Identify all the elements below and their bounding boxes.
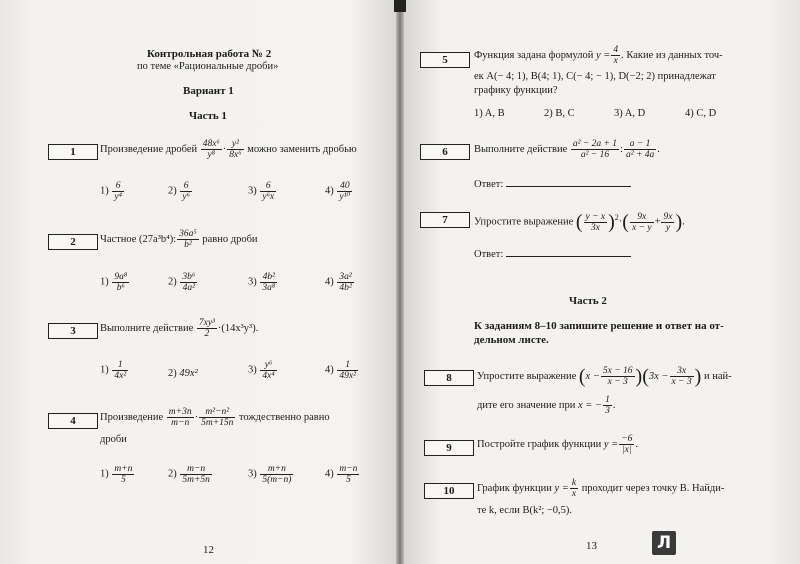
task-5-prompt: Функция задана формулой [474, 50, 594, 61]
left-page-number: 12 [203, 544, 214, 556]
task-3-fraction: $\frac{\text{7xy³}}{2}$ [198, 318, 215, 340]
task-10-tail: проходит через точку B. Найди- [581, 483, 725, 494]
task-5-answer-1: 1) A, B [474, 108, 505, 119]
task-7-text: Упростите выражение ( $\frac{y - x}{3x}$ )$^2$·( $\frac{9x}{x - y}$ + $\frac{9x}{y}$ ). [474, 211, 685, 234]
task-10-prompt: График функции [477, 483, 552, 494]
task-7-answer-line [474, 247, 631, 261]
task-3-answer-1: 1) $\frac{1}{\text{4x²}}$ [100, 360, 127, 381]
task-1-fraction-a: $\frac{\text{48x⁶}}{\text{y⁸}}$ [202, 139, 220, 161]
task-2-fraction: $\frac{\text{36a⁵}}{\text{b²}}$ [179, 229, 197, 251]
task-6-fraction-a: $\frac{\text{a² − 2a + 1}}{\text{a² − 16}}$ [572, 139, 618, 161]
task-1-number: 1 [48, 144, 98, 160]
task-6-fraction-b: $\frac{a - 1}{\text{a² + 4a}}$ [625, 139, 655, 161]
task-10-fraction: $\frac{k}{x}$ [571, 478, 577, 500]
task-7-fraction-c: $\frac{9x}{y}$ [663, 211, 673, 233]
task-3-answer-3: 3) $\frac{\text{y⁶}}{\text{4x⁴}}$ [248, 360, 275, 381]
task-8-value-fraction: $\frac{1}{3}$ [605, 395, 610, 417]
task-2-prompt: Частное [100, 234, 137, 245]
page-title: Контрольная работа № 2 [147, 48, 272, 60]
task-10-text: График функции y = $\frac{k}{x}$ проходит через точку B. Найди- [477, 478, 725, 500]
task-5-fraction: $\frac{4}{x}$ [613, 45, 619, 67]
task-5-answer-3: 3) A, D [614, 108, 646, 119]
task-1-text: Произведение дробей $\frac{\text{48x⁶}}{\text{y⁸}}$ · $\frac{\text{y²}}{\text{8x⁶}}$ можно заменить дробью [100, 139, 357, 161]
task-1-answer-2: 2) $\frac{6}{\text{y⁶}}$ [168, 181, 190, 202]
task-7-fraction-a: $\frac{y - x}{3x}$ [585, 211, 606, 233]
task-6-answer-blank[interactable] [506, 177, 631, 187]
task-7-answer-label: Ответ: [474, 249, 504, 260]
task-2-suffix: равно дроби [202, 234, 258, 245]
task-8-prompt: Упростите выражение [477, 371, 577, 382]
task-2-expression: (27a³b⁴) [139, 234, 174, 245]
task-4-answer-1: 1) $\frac{m+n}{5}$ [100, 464, 133, 485]
task-4-answer-3: 3) $\frac{m+n}{5(m-n)}$ [248, 464, 292, 485]
task-6-prompt: Выполните действие [474, 144, 568, 155]
task-8-line2-text: дите его значение при [477, 400, 576, 411]
bookmark-mark [394, 0, 406, 12]
task-7-fraction-b: $\frac{9x}{x - y}$ [631, 211, 652, 233]
task-5-tail: . Какие из данных точ- [621, 50, 723, 61]
task-8-text: Упростите выражение (x − $\frac{5x - 16}{x - 3}$ )(3x − $\frac{3x}{x - 3}$ ) и най- [477, 365, 732, 388]
part1-heading: Часть 1 [189, 110, 227, 122]
task-8-fraction-a: $\frac{5x - 16}{x - 3}$ [602, 366, 633, 388]
task-2-answer-3: 3) $\frac{\text{4b²}}{\text{3a⁸}}$ [248, 272, 276, 293]
task-4-suffix: тождественно равно [238, 412, 330, 423]
task-4-answer-2: 2) $\frac{m-n}{5m+5n}$ [168, 464, 210, 485]
task-5-answer-2: 2) B, C [544, 108, 575, 119]
task-9-text: Постройте график функции y = $\frac{-6}{|x|}$ . [477, 434, 638, 456]
task-1-answer-4: 4) $\frac{40}{\text{y¹⁰}}$ [325, 181, 351, 202]
task-2-answer-2: 2) $\frac{\text{3b⁶}}{\text{4a²}}$ [168, 272, 196, 293]
task-3-text [100, 315, 258, 343]
task-1-prompt: Произведение дробей [100, 144, 198, 155]
book-spine [396, 0, 404, 564]
task-4-fraction-a: $\frac{m+3n}{m-n}$ [168, 407, 192, 429]
part2-instructions-2: дельном листе. [474, 334, 549, 346]
page-subtitle: по теме «Рациональные дроби» [137, 61, 279, 72]
task-7-prompt: Упростите выражение [474, 216, 574, 228]
task-5-line3: графику функции? [474, 85, 558, 96]
task-2-text: Частное (27a³b⁴): $\frac{\text{36a⁵}}{\text{b²}}$ равно дроби [100, 229, 258, 251]
task-6-answer-label: Ответ: [474, 179, 504, 190]
task-3-answer-4: 4) $\frac{1}{\text{49x²}}$ [325, 360, 356, 381]
task-5-answer-4: 4) C, D [685, 108, 717, 119]
task-4-number: 4 [48, 413, 98, 429]
task-1-suffix: можно заменить дробью [247, 144, 357, 155]
task-6-text: Выполните действие $\frac{\text{a² − 2a + 1}}{\text{a² − 16}}$ : $\frac{a - 1}{\text{a² + 4a}}$ . [474, 139, 660, 161]
task-10-number: 10 [424, 483, 474, 499]
task-4-line2: дроби [100, 434, 127, 445]
task-9-prompt: Постройте график функции [477, 439, 602, 450]
task-8-fraction-b: $\frac{3x}{x - 3}$ [671, 366, 692, 388]
task-2-number: 2 [48, 234, 98, 250]
task-9-number: 9 [424, 440, 474, 456]
task-1-answer-3: 3) $\frac{6}{\text{y⁶x}}$ [248, 181, 275, 202]
task-8-tail: и най- [703, 371, 732, 382]
task-3-expression: ·(14x³y³). [217, 323, 259, 334]
task-3-prompt: Выполните действие [100, 323, 194, 334]
task-7-number: 7 [420, 212, 470, 228]
task-6-answer-line [474, 177, 631, 191]
task-1-fraction-b: $\frac{\text{y²}}{\text{8x⁶}}$ [229, 139, 242, 161]
task-4-prompt: Произведение [100, 412, 164, 423]
part2-instructions-1: К заданиям 8–10 запишите решение и ответ на от- [474, 320, 724, 332]
task-2-answer-4: 4) $\frac{\text{3a²}}{\text{4b²}}$ [325, 272, 352, 293]
variant-heading: Вариант 1 [183, 85, 234, 97]
right-page-number: 13 [586, 540, 597, 552]
task-3-number: 3 [48, 323, 98, 339]
task-7-answer-blank[interactable] [506, 247, 631, 257]
task-1-answer-1: 1) $\frac{6}{\text{y⁴}}$ [100, 181, 122, 202]
task-5-number: 5 [420, 52, 470, 68]
task-3-answer-2: 2) 49x² [168, 368, 198, 379]
task-4-answer-4: 4) $\frac{m-n}{5}$ [325, 464, 358, 485]
task-4-fraction-b: $\frac{\text{m²−n²}}{5m+15n}$ [201, 407, 234, 429]
task-6-number: 6 [420, 144, 470, 160]
task-2-answer-1: 1) $\frac{\text{9a⁸}}{\text{b⁶}}$ [100, 272, 128, 293]
task-5-line2: ек A(− 4; 1), B(4; 1), C(− 4; − 1), D(−2; 2) принадлежат [474, 71, 716, 82]
task-9-fraction: $\frac{-6}{|x|}$ [621, 434, 633, 456]
task-4-text: Произведение $\frac{m+3n}{m-n}$ · $\frac{\text{m²−n²}}{5m+15n}$ тождественно равно [100, 407, 330, 429]
task-5-text: Функция задана формулой y = $\frac{4}{x}$ . Какие из данных точ- [474, 45, 723, 67]
task-10-line2: те k, если B(k²; −0,5). [477, 505, 573, 516]
publisher-logo: Л [652, 531, 676, 555]
task-8-line2: дите его значение при x = − $\frac{1}{3}$ . [477, 395, 616, 417]
task-8-number: 8 [424, 370, 474, 386]
part2-heading: Часть 2 [569, 295, 607, 307]
